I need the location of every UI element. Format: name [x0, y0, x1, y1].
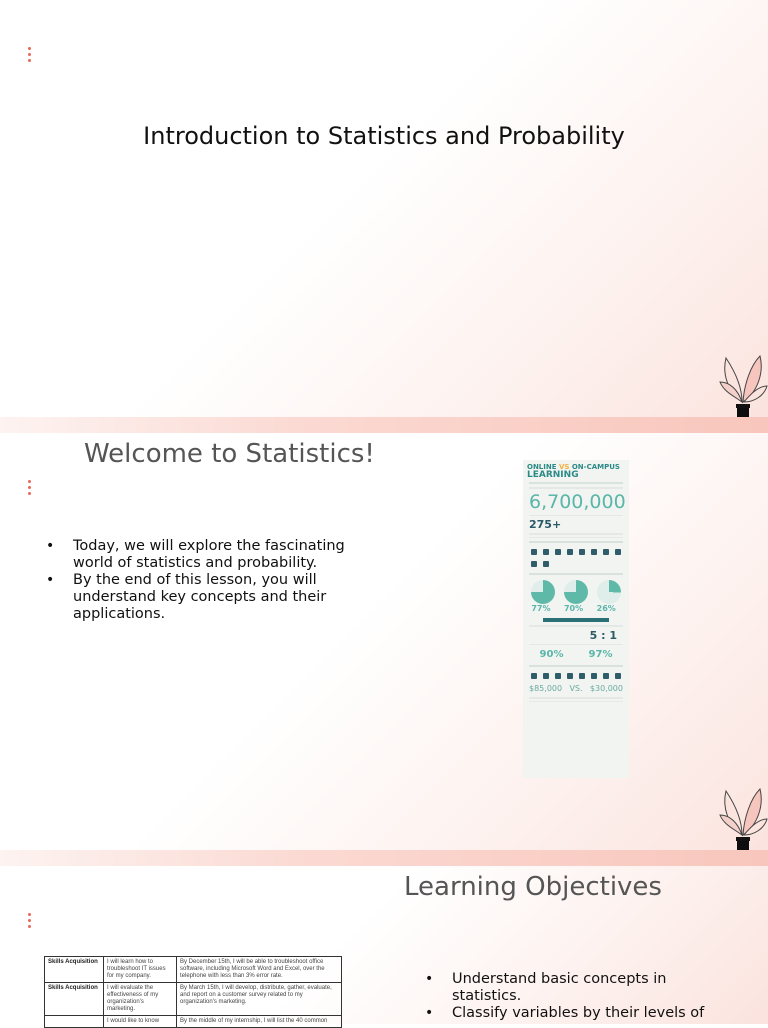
percent-label: 97% — [588, 649, 613, 660]
slide-title: Welcome to Statistics! — [84, 439, 375, 469]
divider — [529, 625, 623, 627]
icon-grid — [523, 546, 629, 570]
table-row — [45, 1016, 342, 1028]
salary-value: $30,000 — [589, 684, 623, 693]
salary-value: $85,000 — [529, 684, 563, 693]
table-cell: Skills Acquisition — [45, 957, 104, 983]
slide-title: Learning Objectives — [404, 872, 662, 902]
bar — [543, 618, 609, 622]
table-row — [45, 983, 342, 1016]
percent-label: 77% — [531, 604, 551, 613]
big-number: 6,700,000 — [529, 490, 626, 513]
divider — [529, 482, 623, 484]
vertical-ellipsis-icon[interactable] — [28, 47, 32, 65]
slide-title: Introduction to Statistics and Probability — [143, 122, 625, 150]
table-cell: By March 15th, I will develop, distribute, gather, evaluate, and report on a customer survey related to my organization's marketing. — [177, 983, 342, 1016]
percent-label: 70% — [563, 604, 584, 613]
divider — [529, 515, 623, 517]
pie-chart-icon — [531, 580, 555, 604]
table-cell: I would like to know — [104, 1016, 177, 1028]
bullet-item: • Understand basic concepts in statistics. — [425, 971, 725, 1005]
table-cell: Skills Acquisition — [45, 983, 104, 1016]
table-cell — [45, 1016, 104, 1028]
table-cell: By December 15th, I will be able to troubleshoot office software, including Microsoft Word and Excel, over the telephone with less than 3% error rate. — [177, 957, 342, 983]
table-cell: I will learn how to troubleshoot IT issues for my company. — [104, 957, 177, 983]
divider — [529, 573, 623, 575]
skills-table — [44, 956, 342, 1028]
bullet-list — [46, 538, 386, 623]
pie-chart-icon — [564, 580, 588, 604]
divider — [529, 537, 623, 539]
vertical-ellipsis-icon[interactable] — [28, 913, 32, 931]
bullet-item: • By the end of this lesson, you will understand key concepts and their applications. — [46, 572, 386, 623]
divider — [529, 665, 623, 667]
bullet-item: • Classify variables by their levels of — [425, 1005, 725, 1022]
salary-vs: VS. — [569, 684, 583, 693]
table-row — [45, 957, 342, 983]
divider — [529, 487, 623, 489]
bullet-list — [425, 971, 725, 1022]
percent-label: 90% — [539, 649, 564, 660]
vertical-ellipsis-icon[interactable] — [28, 480, 32, 498]
divider — [529, 541, 623, 543]
percent-row — [523, 647, 629, 662]
slide-2 — [0, 433, 768, 866]
heading-online: ONLINE — [527, 463, 557, 471]
divider — [529, 697, 623, 699]
heading-on-campus: ON-CAMPUS — [571, 463, 620, 471]
pie-chart-icon — [597, 580, 621, 604]
pie-row — [523, 578, 629, 615]
percent-label: 26% — [596, 604, 616, 613]
footer-band — [0, 417, 768, 433]
divider — [529, 701, 623, 703]
bullet-item: • Today, we will explore the fascinating world of statistics and probability. — [46, 538, 386, 572]
infographic-image — [523, 460, 629, 778]
infographic-heading — [523, 460, 629, 479]
sub-number: 275+ — [529, 518, 562, 531]
heading-learning: LEARNING — [527, 470, 579, 480]
slide-1 — [0, 0, 768, 433]
divider — [529, 533, 623, 535]
heading-vs: VS — [558, 463, 570, 471]
table-cell: By the middle of my internship, I will list the 40 common — [177, 1016, 342, 1028]
salary-row — [523, 682, 629, 695]
ratio-label: 5 : 1 — [589, 628, 617, 642]
people-icons — [523, 670, 629, 682]
table-cell: I will evaluate the effectiveness of my organization's marketing. — [104, 983, 177, 1016]
divider — [529, 644, 623, 646]
footer-band — [0, 850, 768, 866]
